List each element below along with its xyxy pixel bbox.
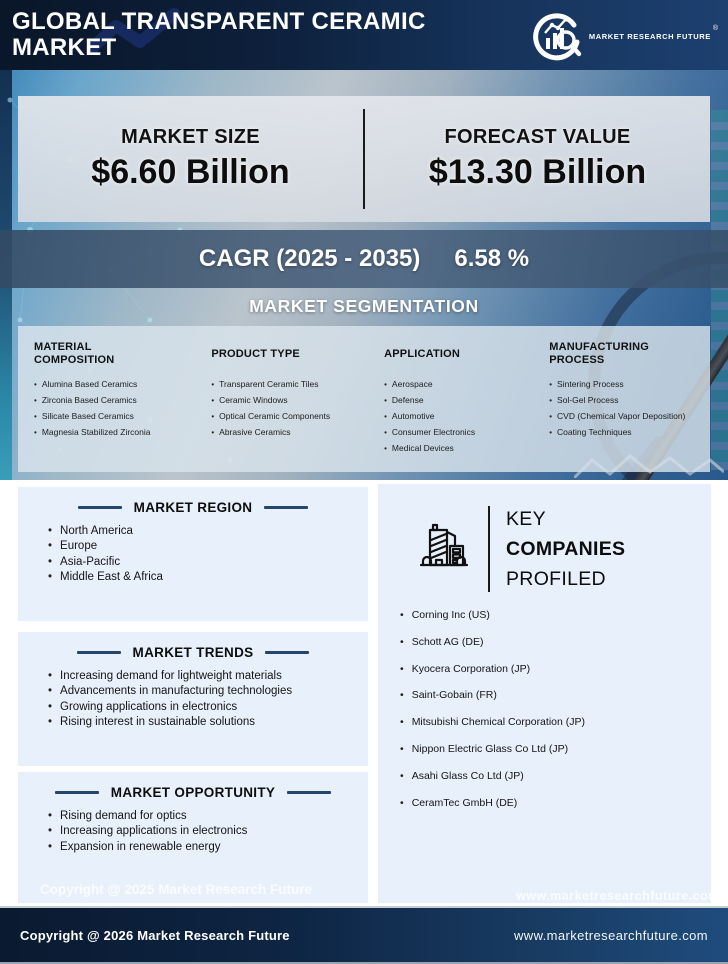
key-companies-title-line1: KEY (506, 508, 546, 530)
list-item: • Increasing applications in electronics (48, 824, 368, 839)
company-item: • Corning Inc (US) (400, 610, 711, 621)
heading-dash (77, 651, 121, 654)
segmentation-item: • Defense (384, 396, 529, 406)
heading-dash (264, 506, 308, 509)
key-companies-header (414, 504, 711, 594)
list-item: • Advancements in manufacturing technologies (48, 684, 368, 699)
company-item: • Schott AG (DE) (400, 637, 711, 648)
segmentation-item: • Ceramic Windows (211, 396, 364, 406)
footer-copyright: Copyright @ 2026 Market Research Future (20, 927, 290, 943)
footer-website-link[interactable]: www.marketresearchfuture.com (514, 927, 708, 943)
company-item: • Saint-Gobain (FR) (400, 690, 711, 701)
brand-name: MARKET RESEARCH FUTURE (588, 31, 711, 41)
market-opportunity-list (48, 809, 368, 855)
market-trends-panel (18, 632, 368, 766)
segmentation-heading: PRODUCT TYPE (211, 347, 300, 360)
segmentation-item: • Sol-Gel Process (549, 396, 702, 406)
list-item: • Europe (48, 539, 368, 554)
page-title: GLOBAL TRANSPARENT CERAMIC MARKET (12, 8, 426, 61)
market-size-label: MARKET SIZE (121, 126, 260, 148)
key-companies-title-line3: PROFILED (506, 568, 606, 590)
market-opportunity-title: MARKET OPPORTUNITY (110, 785, 276, 800)
heading-dash (287, 791, 331, 794)
header (0, 0, 728, 70)
brand-logo (533, 11, 718, 61)
forecast-value-value: $13.30 Billion (428, 153, 647, 191)
segmentation-item: • Transparent Ceramic Tiles (211, 380, 364, 390)
list-item: • Increasing demand for lightweight materials (48, 669, 368, 684)
segmentation-column-material (26, 340, 191, 464)
company-item: • Kyocera Corporation (JP) (400, 664, 711, 675)
cagr-label: CAGR (2025 - 2035) (198, 245, 421, 272)
segmentation-item: • CVD (Chemical Vapor Deposition) (549, 412, 702, 422)
cagr-band (0, 230, 728, 288)
heading-dash (55, 791, 99, 794)
segmentation-list (384, 380, 529, 454)
segmentation-column-product (203, 340, 364, 464)
stats-panel (18, 96, 710, 222)
mrf-magnifier-chart-icon (533, 11, 583, 61)
segmentation-column-application (376, 340, 529, 464)
market-trends-heading (18, 632, 368, 660)
segmentation-item: • Sintering Process (549, 380, 702, 390)
segmentation-column-manufacturing (541, 340, 702, 464)
market-region-list (48, 524, 368, 586)
list-item: • Rising demand for optics (48, 809, 368, 824)
footer (0, 906, 728, 964)
list-item: • Middle East & Africa (48, 570, 368, 585)
companies-divider (488, 506, 490, 592)
market-size-value: $6.60 Billion (91, 153, 290, 191)
market-trends-list (48, 669, 368, 731)
segmentation-panel (18, 326, 710, 472)
segmentation-item: • Automotive (384, 412, 529, 422)
key-companies-panel (378, 484, 711, 903)
list-item: • Rising interest in sustainable solutions (48, 715, 368, 730)
segmentation-list (34, 380, 191, 438)
segmentation-item: • Silicate Based Ceramics (34, 412, 191, 422)
market-region-title: MARKET REGION (133, 500, 253, 515)
market-size-stat (18, 126, 363, 192)
building-icon (414, 520, 472, 578)
company-item: • Asahi Glass Co Ltd (JP) (400, 771, 711, 782)
segmentation-heading: APPLICATION (384, 347, 461, 360)
list-item: • Asia-Pacific (48, 555, 368, 570)
registered-trademark: ® (712, 24, 718, 32)
segmentation-item: • Magnesia Stabilized Zirconia (34, 428, 191, 438)
segmentation-item: • Consumer Electronics (384, 428, 529, 438)
segmentation-item: • Zirconia Based Ceramics (34, 396, 191, 406)
key-companies-title-line2: COMPANIES (506, 538, 626, 560)
heading-dash (78, 506, 122, 509)
forecast-value-label: FORECAST VALUE (444, 126, 631, 148)
list-item: • Expansion in renewable energy (48, 840, 368, 855)
company-item: • Mitsubishi Chemical Corporation (JP) (400, 717, 711, 728)
segmentation-item: • Aerospace (384, 380, 529, 390)
companies-list (400, 610, 711, 809)
key-companies-title (506, 504, 625, 594)
copyright-watermark: Copyright @ 2025 Market Research Future (40, 882, 312, 897)
segmentation-list (211, 380, 364, 438)
segmentation-item: • Coating Techniques (549, 428, 702, 438)
forecast-value-stat (365, 126, 710, 192)
market-trends-title: MARKET TRENDS (132, 645, 254, 660)
segmentation-heading: MATERIAL COMPOSITION (34, 341, 115, 366)
segmentation-title: MARKET SEGMENTATION (249, 296, 479, 316)
segmentation-item: • Alumina Based Ceramics (34, 380, 191, 390)
segmentation-heading: MANUFACTURING PROCESS (549, 341, 649, 366)
company-item: • Nippon Electric Glass Co Ltd (JP) (400, 744, 711, 755)
lower-content (0, 480, 728, 906)
segmentation-item: • Medical Devices (384, 444, 529, 454)
cagr-value: 6.58 % (454, 245, 530, 272)
segmentation-item: • Abrasive Ceramics (211, 428, 364, 438)
list-item: • Growing applications in electronics (48, 700, 368, 715)
company-item: • CeramTec GmbH (DE) (400, 798, 711, 809)
market-opportunity-heading (18, 772, 368, 800)
segmentation-item: • Optical Ceramic Components (211, 412, 364, 422)
hero-banner (0, 70, 728, 480)
market-region-panel (18, 487, 368, 621)
list-item: • North America (48, 524, 368, 539)
segmentation-list (549, 380, 702, 438)
heading-dash (265, 651, 309, 654)
website-watermark: www.marketresearchfuture.com (516, 889, 720, 903)
market-region-heading (18, 487, 368, 515)
